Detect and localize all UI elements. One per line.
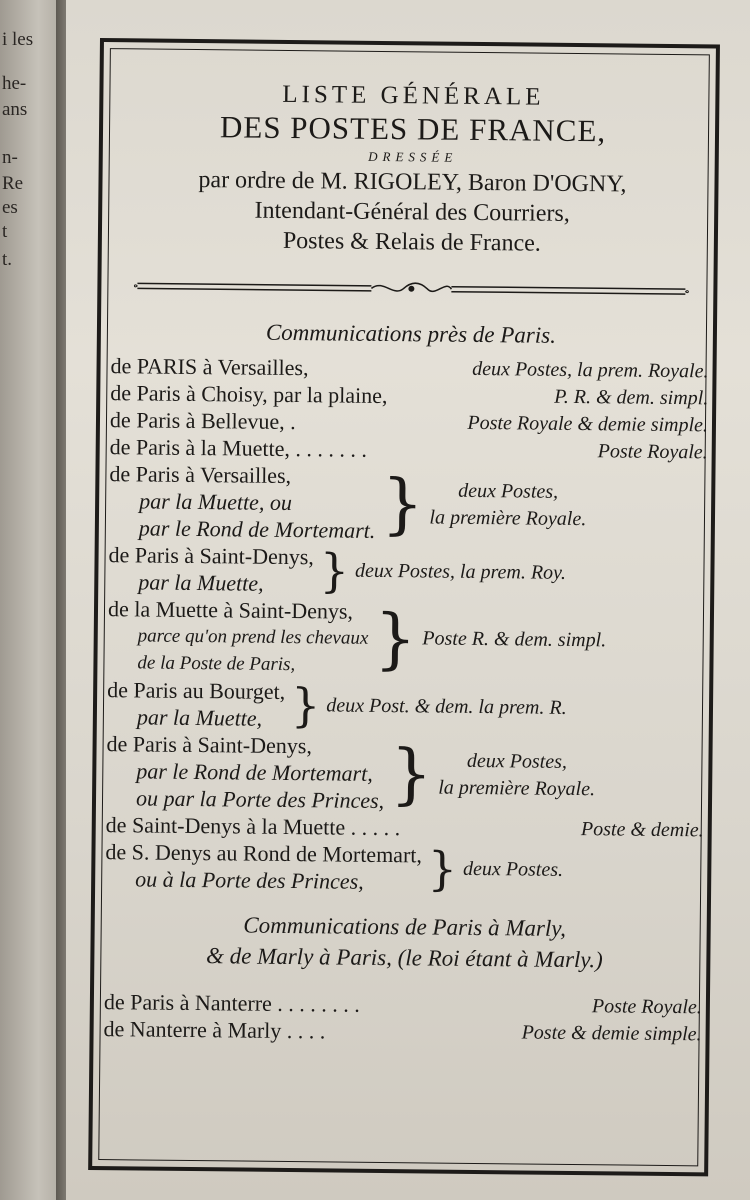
route-group-right-line: deux Postes,: [466, 749, 568, 773]
route-group-lines: [105, 838, 422, 895]
route-group-right-line: deux Post. & dem. la prem. R.: [326, 693, 567, 719]
route-right: Poste & demie.: [580, 818, 704, 842]
route-group-line: par la Muette, ou: [139, 488, 293, 516]
brace-icon: }: [390, 734, 433, 813]
route-group-right: [422, 625, 606, 654]
left-page-fragment: ans: [2, 99, 28, 120]
route-left: de Paris à la Muette, . . . . . . .: [109, 434, 368, 462]
route-group-line: de Paris à Saint-Denys,: [108, 542, 315, 570]
left-page-fragment: t: [2, 221, 8, 242]
route-left: de Paris à Choisy, par la plaine,: [110, 380, 388, 409]
route-group-line: par la Muette,: [136, 704, 263, 731]
route-group-right-line: deux Postes, la prem. Roy.: [354, 559, 567, 584]
left-page-fragment: es: [2, 197, 18, 218]
route-group: [107, 676, 708, 736]
route-group-lines: [108, 541, 314, 597]
route-left: de Paris à Bellevue, .: [109, 407, 296, 435]
route-group-line: de S. Denys au Rond de Mortemart,: [105, 839, 423, 868]
route-group-line: par la Muette,: [138, 569, 264, 596]
route-group: [108, 541, 709, 601]
route-left: de Paris à Nanterre . . . . . . . .: [103, 989, 361, 1017]
route-group-line: de la Muette à Saint-Denys,: [107, 596, 354, 624]
route-right: Poste Royale.: [597, 440, 708, 464]
route-group-line: ou par la Porte des Princes,: [135, 785, 385, 814]
route-group-line: ou à la Porte des Princes,: [135, 866, 364, 894]
route-left: de Saint-Denys à la Muette . . . . .: [105, 812, 401, 841]
brace-icon: }: [290, 678, 321, 733]
route-group-right-line: deux Postes,: [458, 479, 559, 503]
route-group-lines: [107, 595, 368, 679]
route-group-right-line: la première Royale.: [438, 776, 596, 800]
ornament-divider-graphic: [131, 276, 691, 302]
page-border-frame: [88, 38, 720, 1176]
route-group-right: [326, 692, 567, 722]
route-group-right: [463, 855, 563, 883]
route-group-right-line: Poste R. & dem. simpl.: [422, 627, 607, 652]
route-right: Poste Royale & demie simple.: [467, 411, 709, 437]
section-title-marly-2: & de Marly à Paris, (le Roi étant à Marly.): [205, 943, 603, 973]
ornament-divider: [131, 276, 691, 302]
route-group-line: par le Rond de Mortemart,: [136, 758, 373, 786]
left-page-fragment: t.: [2, 249, 13, 270]
page-content: [103, 78, 713, 1048]
route-group-right-line: deux Postes.: [462, 857, 564, 881]
brace-icon: }: [381, 464, 425, 542]
route-right: Poste Royale.: [591, 995, 702, 1019]
route-group: [107, 595, 708, 682]
route-group: [109, 460, 710, 547]
book-page: [66, 0, 750, 1200]
route-group-right-line: la première Royale.: [429, 505, 587, 530]
route-group-line: de Paris à Versailles,: [109, 461, 292, 489]
route-group-lines: [106, 730, 385, 814]
title-line-1: LISTE GÉNÉRALE: [282, 80, 545, 111]
title-postes: Postes & Relais de France.: [282, 227, 541, 257]
route-group-lines: [107, 676, 286, 732]
route-left: de PARIS à Versailles,: [110, 353, 309, 381]
route-group-right: [438, 747, 595, 803]
route-group-line: de Paris au Bourget,: [107, 677, 286, 704]
route-group-lines: [109, 460, 376, 544]
brace-icon: }: [373, 599, 417, 677]
title-intendant: Intendant-Général des Courriers,: [254, 197, 570, 227]
route-group: [106, 730, 707, 817]
left-page-fragment: he-: [2, 73, 27, 94]
route-group-right: [355, 557, 566, 586]
section-title-paris: Communications près de Paris.: [265, 319, 557, 348]
route-right: deux Postes, la prem. Royale.: [472, 357, 709, 383]
route-group-line: par le Rond de Mortemart.: [138, 515, 376, 543]
title-dressee: DRESSÉE: [368, 148, 458, 165]
brace-icon: }: [319, 543, 350, 598]
route-right: Poste & demie simple.: [521, 1021, 702, 1046]
route-right: P. R. & dem. simpl.: [554, 385, 709, 410]
brace-icon: }: [427, 841, 458, 896]
title-line-2: DES POSTES DE FRANCE,: [219, 109, 607, 149]
route-group-line: de la Poste de Paris,: [137, 652, 296, 676]
route-group-line: parce qu'on prend les chevaux: [137, 625, 369, 649]
left-page-fragment: Re: [2, 173, 24, 194]
left-page-fragment: i les: [2, 29, 34, 50]
route-group-right: [429, 477, 586, 533]
route-left: de Nanterre à Marly . . . .: [103, 1016, 326, 1044]
section-title-marly-1: Communications de Paris à Marly,: [243, 912, 567, 941]
route-group-line: de Paris à Saint-Denys,: [106, 731, 313, 759]
title-ordre: par ordre de M. RIGOLEY, Baron D'OGNY,: [198, 167, 627, 198]
left-page-fragment: n-: [2, 147, 18, 168]
route-group: [105, 838, 706, 898]
